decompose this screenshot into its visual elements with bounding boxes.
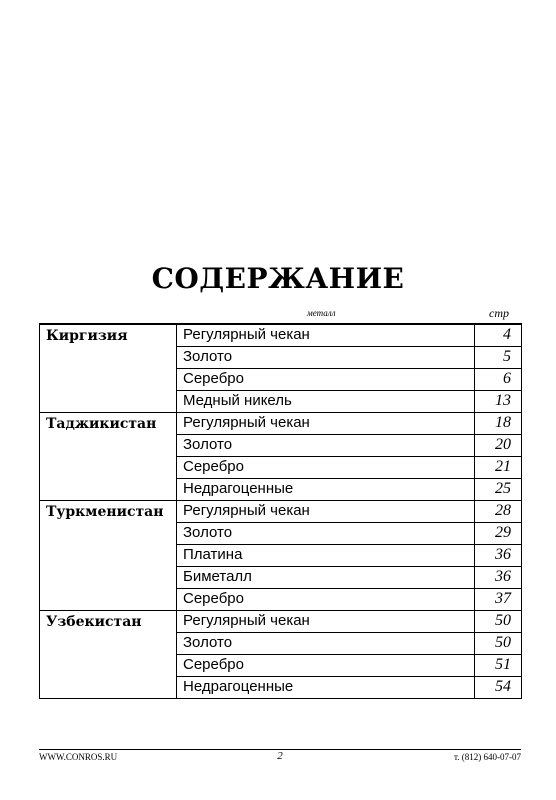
metal-cell: Золото xyxy=(177,434,475,456)
footer-website: WWW.CONROS.RU xyxy=(39,752,118,762)
metal-cell: Золото xyxy=(177,346,475,368)
country-name: Киргизия xyxy=(40,324,177,412)
page-number-cell: 37 xyxy=(475,588,522,610)
table-row xyxy=(40,412,522,434)
metal-cell: Серебро xyxy=(177,456,475,478)
metal-cell: Серебро xyxy=(177,588,475,610)
country-name: Узбекистан xyxy=(40,610,177,698)
page-column-header: стр xyxy=(489,306,509,320)
metal-cell: Серебро xyxy=(177,368,475,390)
metal-cell: Регулярный чекан xyxy=(177,324,475,346)
metal-column-header: металл xyxy=(307,308,336,318)
table-row xyxy=(40,500,522,522)
page-number-cell: 54 xyxy=(475,676,522,698)
page-number-cell: 4 xyxy=(475,324,522,346)
metal-cell: Платина xyxy=(177,544,475,566)
page-number-cell: 6 xyxy=(475,368,522,390)
metal-cell: Медный никель xyxy=(177,390,475,412)
metal-cell: Регулярный чекан xyxy=(177,610,475,632)
page-number-cell: 50 xyxy=(475,632,522,654)
page-number-cell: 29 xyxy=(475,522,522,544)
table-row xyxy=(40,324,522,346)
page-title: СОДЕРЖАНИЕ xyxy=(151,262,405,295)
metal-cell: Недрагоценные xyxy=(177,478,475,500)
metal-cell: Недрагоценные xyxy=(177,676,475,698)
metal-cell: Биметалл xyxy=(177,566,475,588)
page-number-cell: 51 xyxy=(475,654,522,676)
metal-cell: Золото xyxy=(177,632,475,654)
country-name: Туркменистан xyxy=(40,500,177,610)
page-number-cell: 21 xyxy=(475,456,522,478)
table-row xyxy=(40,610,522,632)
page-number-cell: 50 xyxy=(475,610,522,632)
country-name: Таджикистан xyxy=(40,412,177,500)
metal-cell: Регулярный чекан xyxy=(177,500,475,522)
metal-cell: Золото xyxy=(177,522,475,544)
page-number-cell: 18 xyxy=(475,412,522,434)
metal-cell: Серебро xyxy=(177,654,475,676)
page-number-cell: 36 xyxy=(475,544,522,566)
page-number-cell: 28 xyxy=(475,500,522,522)
page-number-cell: 13 xyxy=(475,390,522,412)
page-number-cell: 25 xyxy=(475,478,522,500)
footer-page-number: 2 xyxy=(277,750,283,762)
metal-cell: Регулярный чекан xyxy=(177,412,475,434)
contents-table xyxy=(39,323,522,699)
page-number-cell: 20 xyxy=(475,434,522,456)
footer-phone: т. (812) 640-07-07 xyxy=(454,752,521,762)
page-number-cell: 36 xyxy=(475,566,522,588)
page-number-cell: 5 xyxy=(475,346,522,368)
